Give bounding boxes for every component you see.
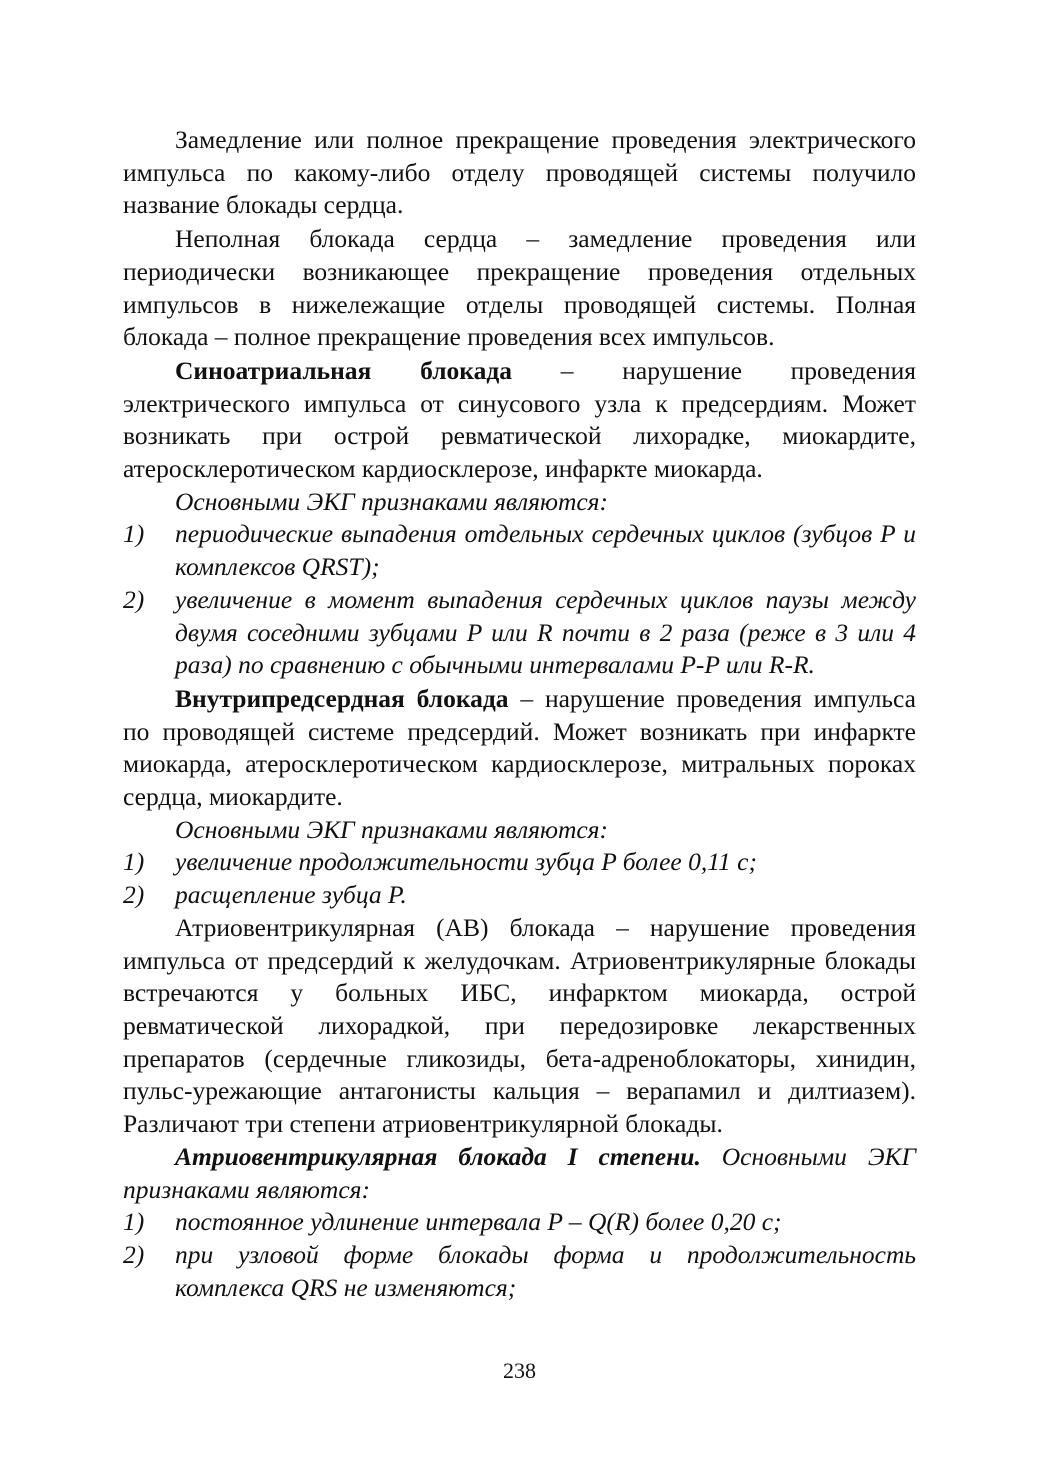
sinoatrial-block-text: – нарушение проведения электрического импульса от синусового узла к предсердиям. Может возникать при острой ревматической лихорадке, миокардите, атеросклеротическом кардиосклерозе, инфаркте миокарда. [123,355,916,484]
paragraph-intraatrial-block [123,683,916,814]
list-number: 2) [123,584,145,614]
list-item-text: постоянное удлинение интервала P – Q(R) более 0,20 с; [175,1207,782,1237]
paragraph-av-block: Атриовентрикулярная (АВ) блокада – нарушение проведения импульса от предсердий к желудочкам. Атриовентрикулярные блокады встречаются у больных ИБС, инфарктом миокарда, острой ревматической лихорадкой, при передозировке лекарственных препаратов (сердечные гликозиды, бета-адреноблокаторы, хинидин, пульс-урежающие антагонисты кальция – верапамил и дилтиазем). Различают три степени атриовентрикулярной блокады. [123,912,916,1139]
intraatrial-ecg-lead: Основными ЭКГ признаками являются: [175,814,609,844]
list-item-text: при узловой форме блокады форма и продолжительность комплекса QRS не изменяются; [175,1239,916,1302]
list-item [123,1206,916,1239]
list-item-text: увеличение продолжительности зубца P более 0,11 с; [175,847,757,877]
list-item [123,584,916,682]
paragraph-sinoatrial-block [123,355,916,486]
term-av-block-first-degree: Атриовентрикулярная блокада I степени. [175,1141,701,1171]
av-block-first-degree-lead: Основными ЭКГ признаками являются: [123,1141,916,1204]
intraatrial-ecg-list [123,846,916,911]
list-item-text: увеличение в момент выпадения сердечных циклов паузы между двумя соседними зубцами P или R почти в 2 раза (реже в 3 или 4 раза) по сравнению с обычными интервалами P-P или R-R. [175,584,916,680]
list-item-text: периодические выпадения отдельных сердечных циклов (зубцов P и комплексов QRST); [175,519,916,582]
paragraph-av-block-first-degree [123,1141,916,1206]
intraatrial-block-text: – нарушение проведения импульса по проводящей системе предсердий. Может возникать при инфаркте миокарда, атеросклеротическом кардиосклерозе, митральных пороках сердца, миокардите. [123,683,917,812]
list-number: 1) [123,1207,145,1237]
list-number: 1) [123,519,145,549]
list-number: 1) [123,847,145,877]
page-number: 238 [503,1358,536,1383]
list-item [123,518,916,583]
paragraph-incomplete-block: Неполная блокада сердца – замедление проведения или периодически возникающее прекращение проведения отдельных импульсов в нижележащие отделы проводящей системы. Полная блокада – полное прекращение проведения всех импульсов. [123,224,916,352]
paragraph-heart-block-definition: Замедление или полное прекращение проведения электрического импульса по какому-либо отделу проводящей системы получило название блокады сердца. [123,125,916,220]
list-item-text: расщепление зубца P. [175,880,407,910]
list-item [123,1239,916,1304]
sinoatrial-ecg-list [123,518,916,682]
term-sinoatrial-block: Синоатриальная блокада [175,355,512,385]
list-number: 2) [123,1239,145,1269]
list-number: 2) [123,880,145,910]
sinoatrial-ecg-lead: Основными ЭКГ признаками являются: [175,486,609,516]
list-item [123,846,916,879]
term-intraatrial-block: Внутрипредсердная блокада [175,683,509,713]
av-block-first-degree-list [123,1206,916,1304]
list-item [123,879,916,912]
page-body [123,124,916,1304]
